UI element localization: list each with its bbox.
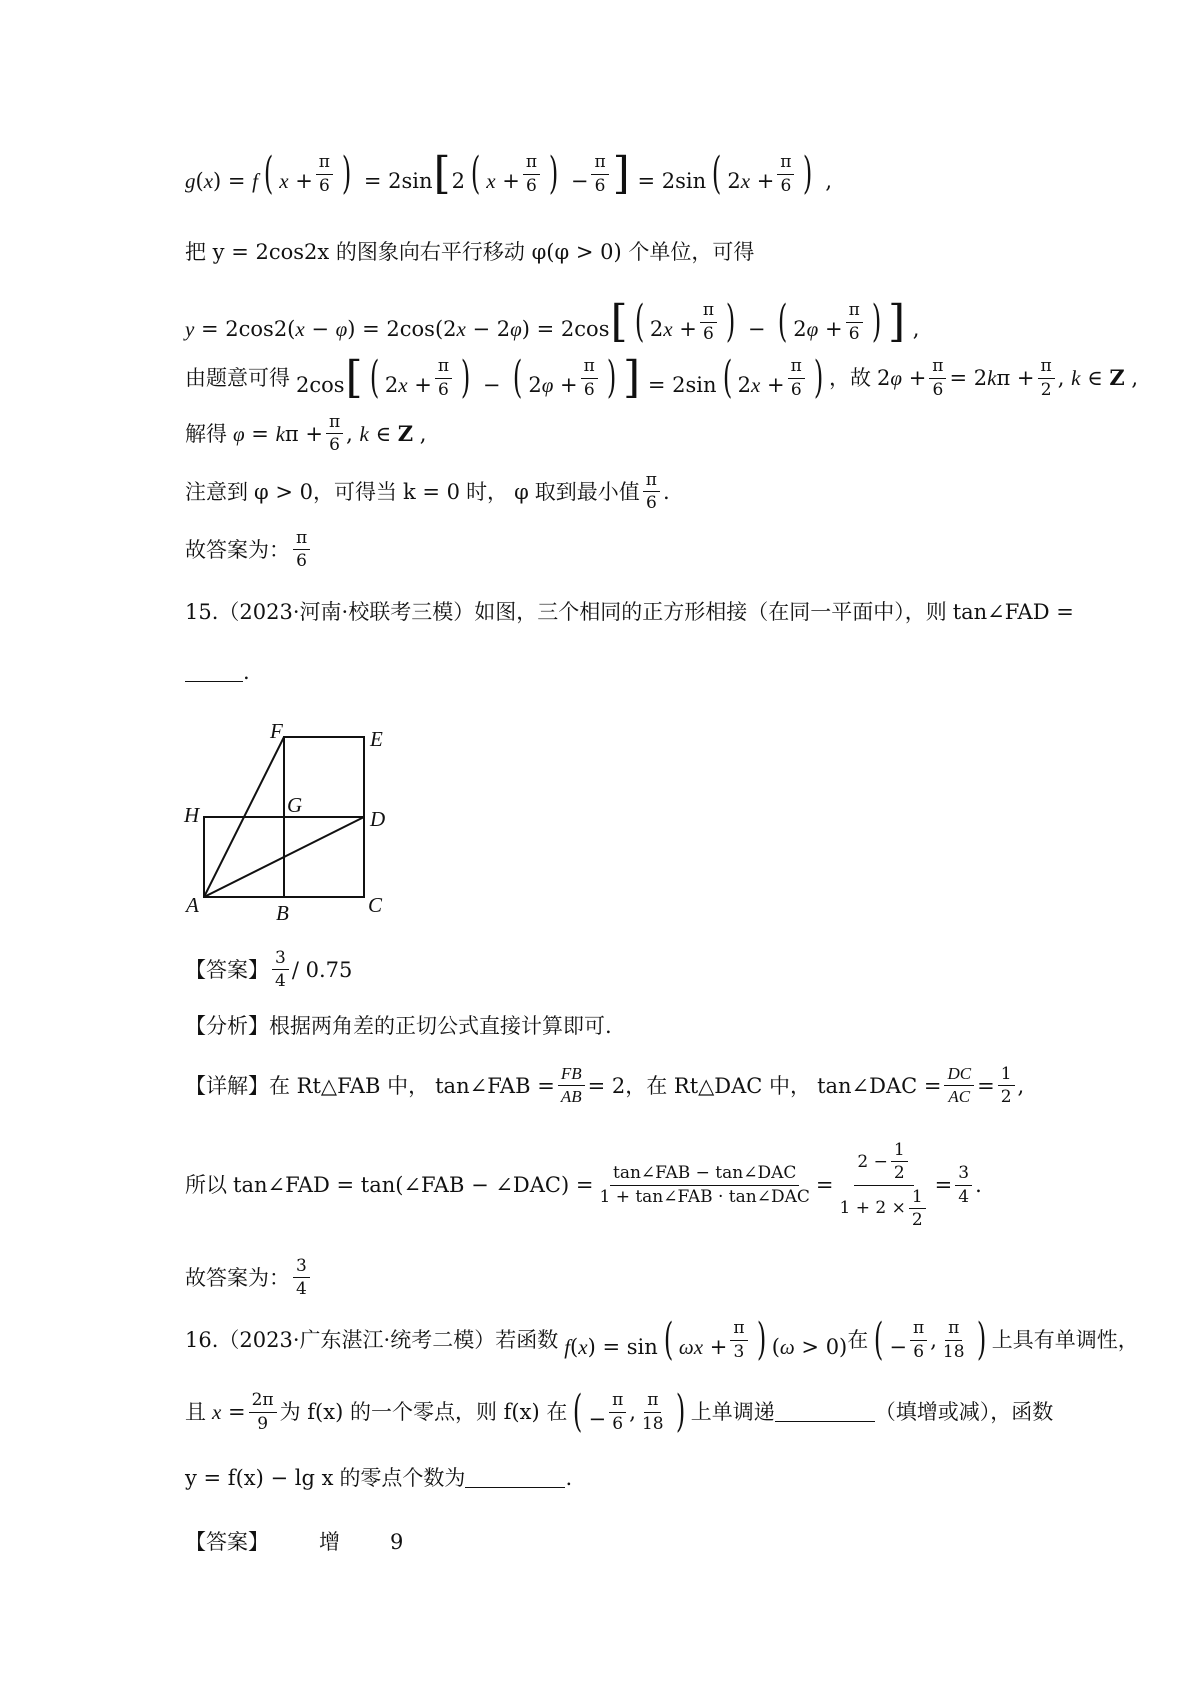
fraction-pi-6: $\frac{\pi}{6}$ (929, 356, 946, 400)
square-left (204, 817, 284, 897)
fraction-3-4: $\frac{3}{4}$ (293, 1256, 310, 1300)
fraction-numeric: 2 − $\frac{1}{2}$ 1 + 2 × $\frac{1}{2}$ (836, 1140, 931, 1231)
shift-text: 把 y = 2cos2x 的图象向右平行移动 φ(φ > 0) 个单位，可得 (185, 240, 755, 264)
g-definition: g(x) = f ( x + (185, 148, 313, 199)
detail-15-line1: 【详解】 在 Rt△FAB 中， tan∠FAB = $\frac{FB}{AB}$ = 2 ，在 Rt△DAC 中， tan∠DAC = $\frac{DC}{AC}$ = $\frac{1}{2}$ , (185, 1064, 1025, 1108)
fraction-pi-6: $\frac{\pi}{6}$ (609, 1390, 626, 1434)
answer-16: 【答案】 增 9 (185, 1530, 404, 1554)
fraction-pi-6: $\frac{\pi}{6}$ (591, 152, 608, 196)
fraction-2pi-9: $\frac{2\pi}{9}$ (249, 1390, 277, 1434)
problem-16-line3: y = f(x) − lg x 的零点个数为 . (185, 1466, 573, 1490)
fraction-pi-6: $\frac{\pi}{6}$ (581, 356, 598, 400)
fraction-3-4: $\frac{3}{4}$ (955, 1163, 972, 1207)
three-squares-figure (182, 722, 412, 922)
answer-blank-2 (465, 1469, 565, 1488)
fraction-pi-18: $\frac{\pi}{18}$ (641, 1390, 664, 1434)
fraction-pi-6: $\frac{\pi}{6}$ (700, 300, 717, 344)
g-definition-line: g(x) = f ( x + $\frac{\pi}{6}$ ) = 2sin[2 ( x + $\frac{\pi}{6}$ ) − $\frac{\pi}{6}$ ] = 2sin ( 2x + $\frac{\pi}{6}$ ) , (185, 148, 833, 199)
notice-line: 注意到 φ > 0 ，可得当 k = 0 时， φ 取到最小值 $\frac{\pi}{6}$ . (185, 470, 670, 514)
fraction-pi-6: $\frac{\pi}{6}$ (435, 356, 452, 400)
problem-15-blank: . (185, 660, 250, 684)
fraction-pi-2: $\frac{\pi}{2}$ (1038, 356, 1055, 400)
problem-16-line1: 16. （2023·广东湛江·统考二模） 若函数 f(x) = sin ( ωx + $\frac{\pi}{3}$ ) (ω > 0) 在 ( − $\frac{\pi}{6}$ , $\frac{\pi}{18}$ ) 上具有单调性， (185, 1314, 1139, 1365)
fraction-FB-AB: $\frac{FB}{AB}$ (558, 1064, 585, 1108)
final-answer-14: 故答案为： $\frac{\pi}{6}$ (185, 528, 313, 572)
answer-blank-1 (775, 1403, 875, 1422)
label-B: B (276, 901, 289, 922)
fraction-pi-6: $\frac{\pi}{6}$ (316, 152, 333, 196)
label-D: D (370, 807, 386, 831)
problem-16-line2: 且 x = $\frac{2\pi}{9}$ 为 f(x) 的一个零点，则 f(x) 在 ( − $\frac{\pi}{6}$ , $\frac{\pi}{18}$ ) 上单调递 （填增或减），函数 (185, 1386, 1054, 1437)
label-C: C (368, 893, 383, 917)
fraction-pi-6: $\frac{\pi}{6}$ (910, 1318, 927, 1362)
analysis-15: 【分析】 根据两角差的正切公式直接计算即可. (185, 1014, 612, 1038)
fraction-tan-expression: $\frac{\text{tan∠FAB − tan∠DAC}}{\text{1 + tan∠FAB · tan∠DAC}}$ (599, 1163, 810, 1207)
fraction-pi-18: $\frac{\pi}{18}$ (942, 1318, 965, 1362)
problem-15-stem: 15. （2023·河南·校联考三模） 如图，三个相同的正方形相接（在同一平面中），则 tan∠FAD = (185, 600, 1074, 624)
label-H: H (184, 803, 200, 827)
square-right (284, 817, 364, 897)
final-answer-15: 故答案为： $\frac{3}{4}$ (185, 1256, 313, 1300)
fraction-3-4: $\frac{3}{4}$ (272, 948, 289, 992)
fraction-1-2: $\frac{1}{2}$ (998, 1064, 1015, 1108)
detail-15-line2: 所以 tan∠FAD = tan(∠FAB − ∠DAC) = $\frac{\text{tan∠FAB − tan∠DAC}}{\text{1 + tan∠FAB · tan∠DAC}}$ = 2 − $\frac{1}{2}$ 1 + 2 × $\frac{1}{2}$ = $\frac{3}{4}$ . (185, 1140, 982, 1231)
condition-line: 由题意可得 2cos[ ( 2x + $\frac{\pi}{6}$ ) − ( 2φ + $\frac{\pi}{6}$ ) ] = 2sin ( 2x + $\frac{\pi}{6}$ ) ，故 2φ + $\frac{\pi}{6}$ = 2kπ + $\frac{\pi}{2}$ , k ∈ Z , (185, 352, 1139, 403)
answer-blank (185, 663, 243, 682)
fraction-pi-6: $\frac{\pi}{6}$ (643, 470, 660, 514)
answer-15: 【答案】 $\frac{3}{4}$ / 0.75 (185, 948, 353, 992)
fraction-pi-6: $\frac{\pi}{6}$ (523, 152, 540, 196)
y-expression-line: y = 2cos2(x − φ) = 2cos(2x − 2φ) = 2cos[ ( 2x + $\frac{\pi}{6}$ ) − ( 2φ + $\frac{\pi}{6}$ ) ] , (185, 296, 920, 347)
fraction-pi-6: $\frac{\pi}{6}$ (293, 528, 310, 572)
fraction-pi-6: $\frac{\pi}{6}$ (846, 300, 863, 344)
fraction-DC-AC: $\frac{DC}{AC}$ (944, 1064, 974, 1108)
label-G: G (287, 793, 303, 817)
fraction-pi-6: $\frac{\pi}{6}$ (777, 152, 794, 196)
solve-line: 解得 φ = kπ + $\frac{\pi}{6}$ , k ∈ Z , (185, 412, 427, 456)
fraction-pi-6: $\frac{\pi}{6}$ (326, 412, 343, 456)
fraction-pi-3: $\frac{\pi}{3}$ (730, 1318, 747, 1362)
fraction-pi-6: $\frac{\pi}{6}$ (788, 356, 805, 400)
label-F: F (270, 722, 283, 743)
label-E: E (370, 727, 383, 751)
label-A: A (186, 893, 199, 917)
